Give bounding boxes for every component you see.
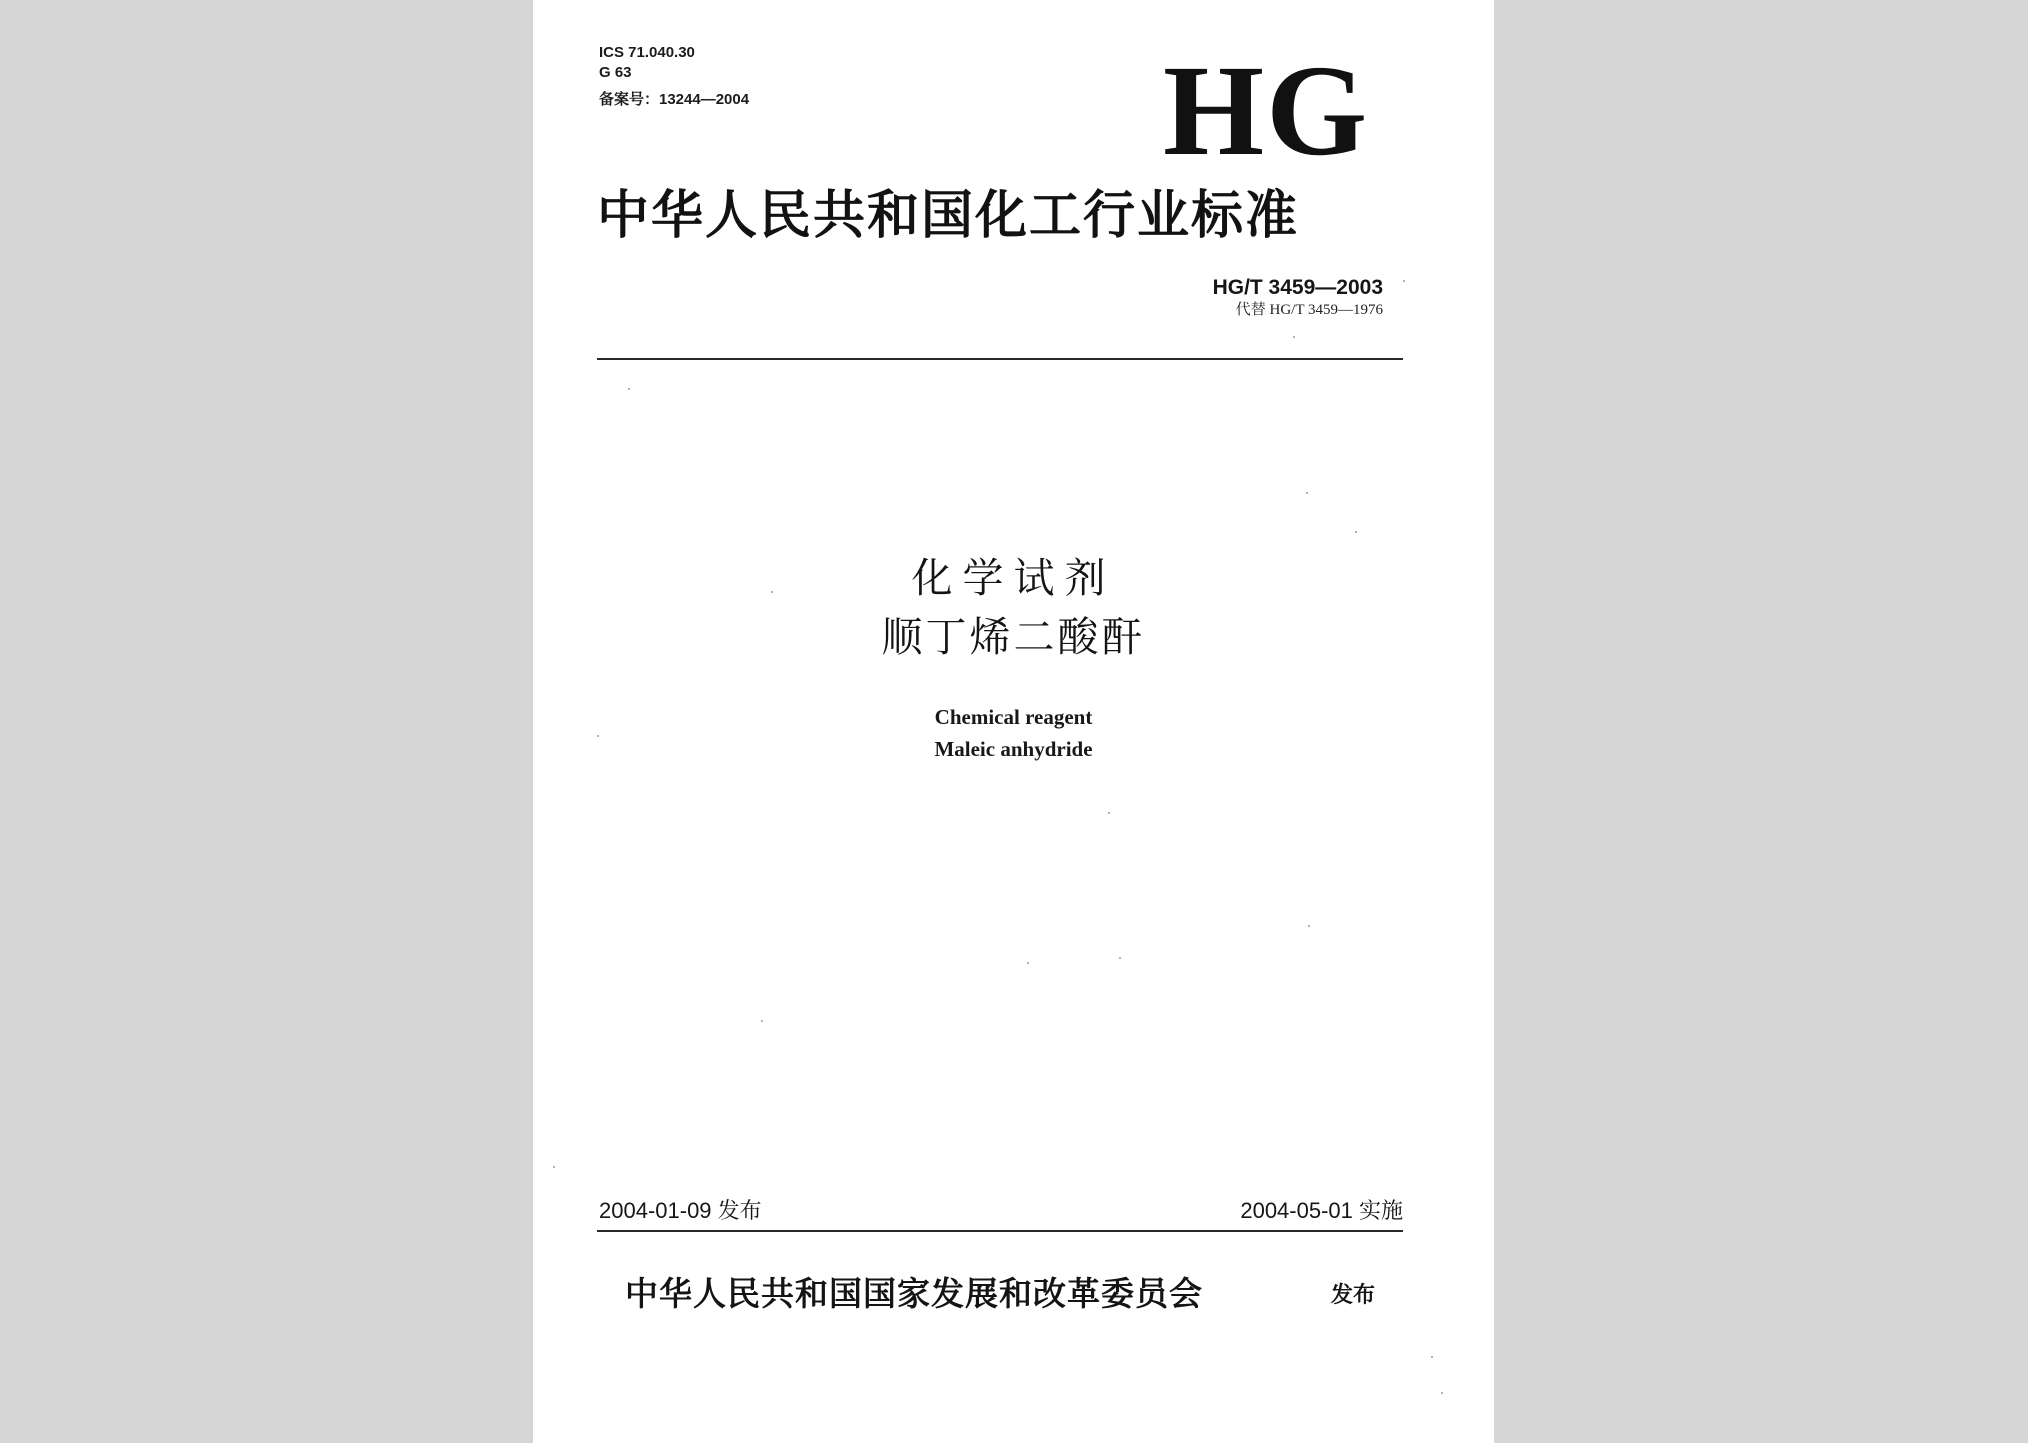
scan-speck [1119, 957, 1121, 959]
scan-speck [1308, 925, 1310, 927]
clc-code: G 63 [599, 64, 632, 81]
scan-speck [1306, 492, 1308, 494]
scan-speck [761, 1020, 763, 1022]
scan-speck [1027, 962, 1029, 964]
implementation-date: 2004-05-01 实施 [1240, 1198, 1403, 1223]
issuer-suffix: 发布 [1331, 1283, 1376, 1308]
scan-speck [1108, 812, 1110, 814]
issue-date: 2004-01-09 发布 [599, 1198, 762, 1223]
scan-speck [1431, 1356, 1433, 1358]
scan-speck [1403, 280, 1405, 282]
scan-speck [597, 735, 599, 737]
scan-speck [553, 1166, 555, 1168]
scan-speck [1441, 1392, 1443, 1394]
document-title-en-line2: Maleic anhydride [934, 737, 1093, 761]
top-divider [597, 358, 1403, 360]
document-page [533, 0, 1494, 1443]
scan-speck [1293, 336, 1295, 338]
document-title-en-line1: Chemical reagent [934, 705, 1093, 729]
replaces-standard: 代替 HG/T 3459—1976 [1235, 302, 1383, 318]
ics-code: ICS 71.040.30 [599, 44, 695, 61]
hg-logo: HG [1163, 39, 1370, 183]
scan-speck [771, 591, 773, 593]
scan-speck [1355, 531, 1357, 533]
issuing-authority: 中华人民共和国国家发展和改革委员会 [625, 1274, 1203, 1313]
document-title-cn-line1: 化学试剂 [911, 554, 1116, 602]
filing-number: 备案号：13244—2004 [599, 91, 750, 108]
document-title-cn-line2: 顺丁烯二酸酐 [881, 613, 1146, 661]
standard-number: HG/T 3459—2003 [1212, 276, 1383, 299]
scan-speck [628, 388, 630, 390]
standard-title: 中华人民共和国化工行业标准 [597, 186, 1300, 246]
bottom-divider [597, 1230, 1403, 1232]
